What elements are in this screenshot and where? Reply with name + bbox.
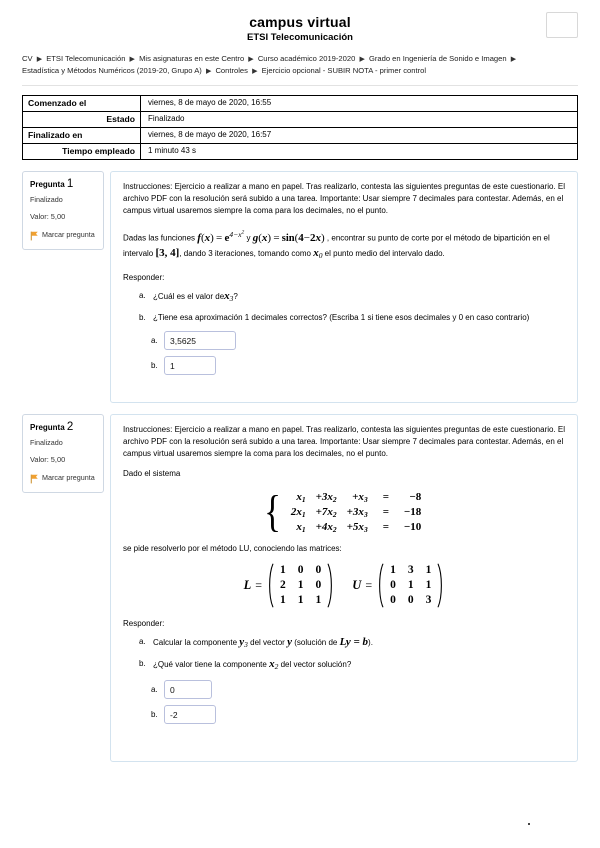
question-2-responder-label: Responder: (123, 618, 165, 628)
question-2-lu-intro: se pide resolverlo por el método LU, conociendo las matrices: (123, 543, 342, 553)
L-00: 1 (280, 564, 286, 577)
question-2-answer-row-b (123, 705, 565, 724)
eq2-term2: $+7x_2$ (315, 505, 337, 519)
statement-end-text: , dando 3 iteraciones, tomando como (179, 249, 311, 259)
subquestion-marker-a: a. (139, 291, 146, 301)
L-11: 1 (297, 579, 304, 592)
right-paren-icon (327, 563, 334, 608)
subquestion-a-text: ¿Cuál es el valor de (153, 292, 225, 302)
eq3-term3: $+5x_3$ (346, 520, 368, 534)
formula-x3: $x_3$ (224, 290, 234, 304)
question-1-heading (30, 178, 97, 191)
question-1-flag-toggle[interactable] (30, 230, 97, 241)
question-2-flag-toggle[interactable] (30, 473, 97, 484)
breadcrumb-item-curso[interactable]: Curso académico 2019-2020 (257, 54, 356, 63)
list-item (123, 312, 565, 324)
question-2-content (110, 414, 578, 762)
formula-y3: $y_3$ (239, 636, 248, 650)
U-21: 0 (407, 594, 414, 607)
summary-value-state: Finalizado (141, 111, 578, 127)
question-1-instructions: Instrucciones: Ejercicio a realizar a mano en papel. Tras realizarlo, contesta las siguientes preguntas de este cuestionario. El archivo PDF con la resolución será subido a una tarea. Importante: Usar siempre 7 decimales para contestar. Además, en el campus virtual usaremos siempre la coma para los decimales, no el punto. (123, 181, 566, 216)
matrix-L-equals: = (255, 577, 263, 592)
right-paren-icon (437, 563, 444, 608)
breadcrumb-item-mis-asignaturas[interactable]: Mis asignaturas en este Centro (139, 54, 245, 63)
question-1-subquestions (123, 290, 565, 324)
table-row (286, 490, 426, 505)
left-paren-icon (267, 563, 274, 608)
question-1-number: 1 (66, 177, 74, 190)
equation-table (286, 490, 426, 535)
table-row (274, 593, 327, 608)
U-22: 3 (425, 594, 432, 607)
question-2-flag-label: Marcar pregunta (42, 472, 95, 482)
chevron-right-icon: ▶ (36, 56, 43, 63)
eq1-term1: $x_1$ (296, 490, 306, 504)
answer-input-1a[interactable]: 3,5625 (164, 331, 236, 350)
summary-value-started: viernes, 8 de mayo de 2020, 16:55 (141, 95, 578, 111)
question-1-answer-row-b (123, 356, 565, 375)
matrix-L-values (274, 563, 327, 608)
flag-icon (30, 231, 39, 241)
L-10: 2 (280, 579, 286, 592)
formula-f: $f(x) = e^{4-x^2}$ (197, 229, 245, 244)
table-row (23, 143, 578, 159)
eq2-rhs: −18 (403, 506, 422, 519)
list-item (123, 636, 565, 651)
summary-value-time: 1 minuto 43 s (141, 143, 578, 159)
breadcrumb (22, 53, 567, 78)
summary-label-state: Estado (23, 111, 141, 127)
eq2-term1: $2x_1$ (290, 505, 306, 519)
question-1 (22, 171, 578, 403)
table-row (23, 127, 578, 143)
summary-label-started: Comenzado el (23, 95, 141, 111)
L-20: 1 (280, 594, 286, 607)
summary-value-finished: viernes, 8 de mayo de 2020, 16:57 (141, 127, 578, 143)
subquestion-a-mid: del vector (250, 638, 285, 648)
question-2-heading-word: Pregunta (30, 422, 65, 432)
L-21: 1 (297, 594, 304, 607)
table-row (274, 563, 327, 578)
question-1-answer-row-a (123, 331, 565, 350)
matrix-L (244, 563, 335, 608)
table-row (384, 578, 437, 593)
page-header (0, 0, 600, 44)
left-brace-icon: { (263, 487, 281, 537)
statement-mid-text: y (246, 233, 251, 243)
formula-x2: $x_2$ (269, 658, 279, 672)
formula-g: g(x) = sin(4−2x) (252, 231, 325, 244)
list-item (123, 658, 565, 673)
question-1-flag-label: Marcar pregunta (42, 229, 95, 239)
question-2-number: 2 (66, 420, 74, 433)
question-2-instructions: Instrucciones: Ejercicio a realizar a mano en papel. Tras realizarlo, contesta las siguientes preguntas de este cuestionario. El archivo PDF con la resolución será subido a una tarea. Importante: Usar siempre 7 decimales para contestar. Además, en el campus virtual usaremos siempre la coma para los decimales, no el punto. (123, 424, 566, 459)
eq1-term3: $+x_3$ (352, 490, 368, 504)
site-title: campus virtual (249, 14, 351, 30)
U-10: 0 (390, 579, 396, 592)
chevron-right-icon: ▶ (510, 56, 517, 63)
chevron-right-icon: ▶ (359, 56, 365, 63)
summary-label-finished: Finalizado en (23, 127, 141, 143)
formula-x0: $x_0$ (313, 247, 323, 261)
table-row (286, 505, 426, 520)
question-2 (22, 414, 578, 762)
breadcrumb-item-current: Ejercicio opcional - SUBIR NOTA - primer control (261, 66, 427, 76)
matrix-U (352, 563, 444, 608)
subquestion-a-post: (solución de (294, 638, 338, 648)
chevron-right-icon: ▶ (129, 56, 135, 63)
subquestion-b-text: ¿Tiene esa aproximación 1 decimales correctos? (Escriba 1 si tiene esos decimales y 0 en caso contrario) (153, 313, 530, 323)
eq2-term3: $+3x_3$ (346, 505, 368, 519)
subquestion-b-post: del vector solución? (280, 660, 352, 670)
question-1-content (110, 171, 578, 403)
subquestion-marker-a: a. (139, 637, 146, 647)
formula-y: y (287, 636, 292, 649)
matrix-U-equals: = (365, 577, 373, 592)
logo-placeholder-box (546, 12, 578, 38)
formula-ly-b: Ly = b (339, 636, 369, 649)
question-2-heading (30, 421, 97, 434)
question-2-state: Finalizado (30, 437, 63, 447)
answer-input-2a[interactable]: 0 (164, 680, 212, 699)
question-2-subquestions (123, 636, 565, 673)
subquestion-b-pre: ¿Qué valor tiene la componente (153, 660, 267, 670)
U-02: 1 (425, 564, 432, 577)
table-row (23, 111, 578, 127)
question-2-value: Valor: 5,00 (30, 454, 66, 464)
U-11: 1 (407, 579, 414, 592)
statement-pre-text: Dadas las funciones (123, 233, 196, 243)
subquestion-a-pre: Calcular la componente (153, 638, 238, 648)
U-00: 1 (390, 564, 396, 577)
question-1-statement (123, 225, 565, 264)
U-20: 0 (390, 594, 396, 607)
question-1-value: Valor: 5,00 (30, 211, 66, 221)
question-1-responder-label: Responder: (123, 272, 165, 282)
left-paren-icon (377, 563, 384, 608)
attempt-summary-table (22, 95, 578, 160)
table-row (384, 563, 437, 578)
statement-post-text: , encontrar su punto de corte por el método de bipartición en el intervalo (123, 233, 550, 259)
subquestion-marker-b: b. (139, 659, 146, 669)
chevron-right-icon: ▶ (252, 68, 258, 76)
U-12: 1 (425, 579, 432, 592)
eq3-term2: $+4x_2$ (315, 520, 337, 534)
question-1-info-panel (22, 171, 104, 250)
question-2-system-equations (123, 487, 565, 537)
U-01: 3 (407, 564, 414, 577)
eq1-term2: $+3x_2$ (315, 490, 337, 504)
page-footer-dot (528, 823, 530, 825)
summary-label-time: Tiempo empleado (23, 143, 141, 159)
header-divider (22, 85, 578, 86)
list-item (123, 290, 565, 305)
question-1-heading-word: Pregunta (30, 179, 65, 189)
chevron-right-icon: ▶ (205, 68, 212, 76)
question-2-system-intro: Dado el sistema (123, 469, 181, 479)
eq2-equals: = (382, 506, 389, 519)
L-02: 0 (315, 564, 322, 577)
subquestion-a-suffix: ? (233, 292, 238, 302)
question-1-state: Finalizado (30, 194, 63, 204)
eq3-term1: $x_1$ (296, 520, 306, 534)
eq3-rhs: −10 (403, 521, 422, 534)
breadcrumb-item-controles[interactable]: Controles (215, 66, 248, 76)
question-2-matrices (123, 563, 565, 608)
answer-label-b: b. (151, 710, 158, 720)
table-row (286, 520, 426, 535)
table-row (274, 578, 327, 593)
matrix-L-label: L (243, 577, 252, 592)
subquestion-marker-b: b. (139, 313, 146, 323)
eq1-rhs: −8 (409, 491, 422, 504)
breadcrumb-item-cv[interactable]: CV (22, 54, 33, 63)
table-row (384, 593, 437, 608)
question-2-info-panel (22, 414, 104, 493)
site-subtitle: ETSI Telecomunicación (247, 32, 353, 43)
breadcrumb-item-grado[interactable]: Grado en Ingeniería de Sonido e Imagen (368, 54, 507, 63)
answer-input-1b[interactable]: 1 (164, 356, 216, 375)
answer-label-b: b. (151, 361, 158, 371)
answer-label-a: a. (151, 336, 158, 346)
interval-value: [3, 4] (155, 247, 180, 260)
matrix-U-label: U (352, 577, 362, 592)
eq1-equals: = (382, 491, 389, 504)
subquestion-a-end: ). (368, 638, 373, 648)
L-01: 0 (297, 564, 304, 577)
answer-label-a: a. (151, 685, 158, 695)
L-22: 1 (315, 594, 322, 607)
breadcrumb-item-etsi[interactable]: ETSI Telecomunicación (46, 54, 126, 63)
answer-input-2b[interactable]: -2 (164, 705, 216, 724)
eq3-equals: = (382, 521, 389, 534)
flag-icon (30, 474, 39, 484)
chevron-right-icon: ▶ (248, 56, 254, 63)
statement-end2-text: el punto medio del intervalo dado. (324, 249, 445, 259)
table-row (23, 95, 578, 111)
breadcrumb-item-asignatura[interactable]: Estadística y Métodos Numéricos (2019-20, Grupo A) (22, 66, 202, 76)
question-2-answer-row-a (123, 680, 565, 699)
matrix-U-values (384, 563, 437, 608)
L-12: 0 (315, 579, 322, 592)
